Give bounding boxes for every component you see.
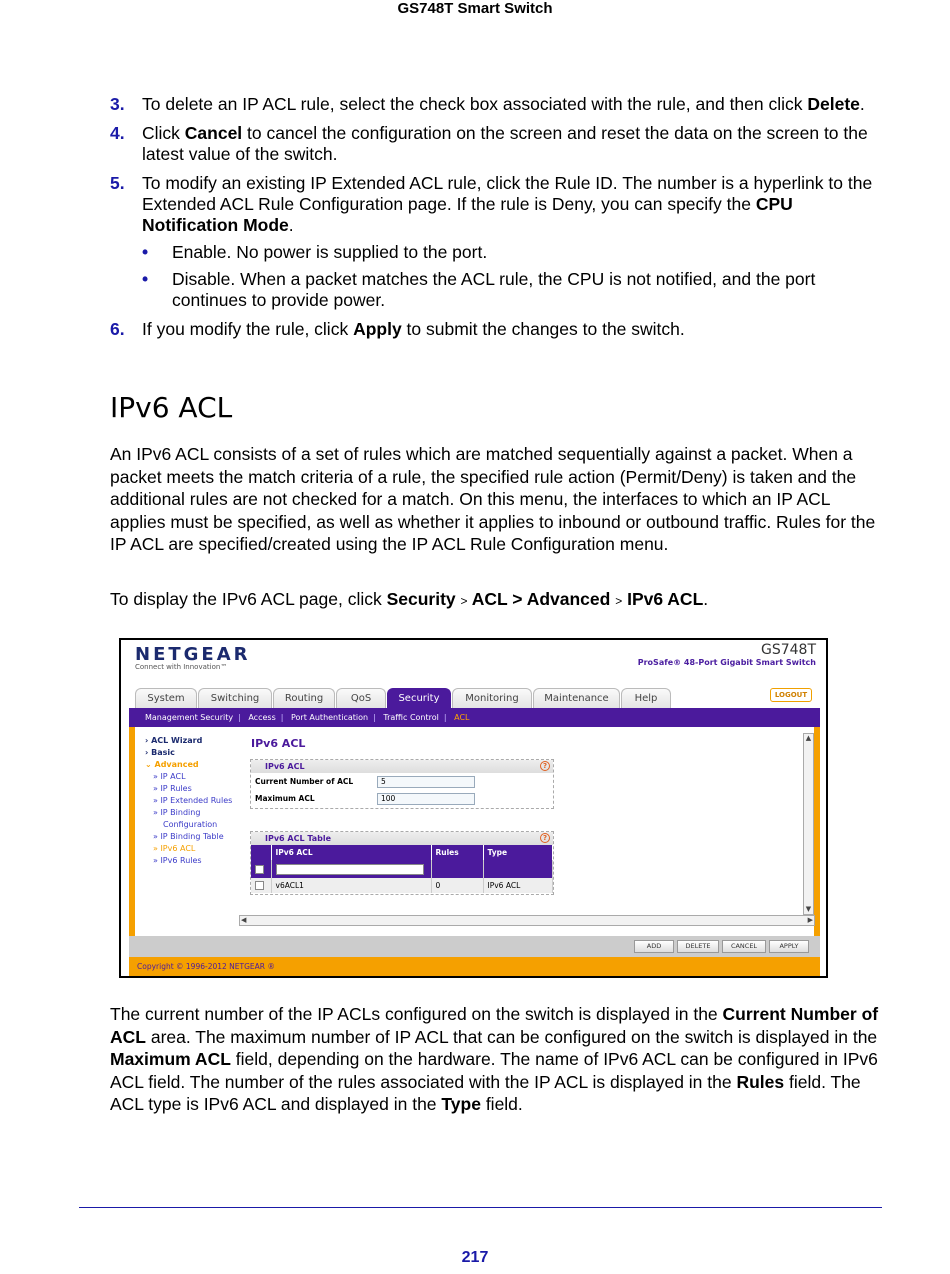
outro-bold-rules: Rules (736, 1071, 785, 1092)
step-text: To modify an existing IP Extended ACL rule, click the Rule ID. The number is a hyperlink to the Extended ACL Rule Configuration page. If the rule is Deny, you can specify the (142, 173, 873, 214)
outro-bold-max: Maximum ACL (110, 1049, 231, 1069)
nav-security: Security (386, 589, 456, 609)
max-acl-value: 100 (377, 793, 475, 805)
tab-monitoring[interactable]: Monitoring (452, 688, 532, 708)
step-text: to cancel the configuration on the screen and reset the data on the screen to the latest value of the switch. (142, 123, 868, 164)
sub-navigation: Management Security | Access | Port Authentication | Traffic Control | ACL (129, 708, 820, 727)
max-acl-label: Maximum ACL (255, 794, 315, 803)
step-text: Click (142, 123, 185, 143)
section-heading: IPv6 ACL (110, 391, 233, 424)
acl-table (251, 845, 553, 893)
outro-bold-current: Current Number of ACL (110, 1004, 879, 1047)
subnav-traffic-control[interactable]: Traffic Control (383, 713, 439, 722)
table-title: IPv6 ACL Table (265, 834, 332, 843)
current-acl-row (251, 773, 553, 790)
box-title: IPv6 ACL (265, 762, 305, 771)
outro-bold-type: Type (441, 1094, 481, 1114)
table-header (251, 832, 553, 845)
sidebar-item-ipv6-acl[interactable]: » IPv6 ACL (153, 844, 196, 853)
steps-list (110, 94, 880, 348)
row-acl-name[interactable]: v6ACL1 (271, 878, 431, 893)
column-header-type: Type (483, 845, 553, 860)
current-acl-value: 5 (377, 776, 475, 788)
column-header-rules: Rules (431, 845, 483, 860)
step-number: 3. (110, 94, 125, 114)
bullet-text: Enable. No power is supplied to the port. (172, 242, 488, 262)
sidebar-item-configuration[interactable]: Configuration (163, 820, 218, 829)
tab-security[interactable]: Security (387, 688, 451, 708)
tab-help[interactable]: Help (621, 688, 671, 708)
tab-maintenance[interactable]: Maintenance (533, 688, 620, 708)
delete-bold: Delete (807, 94, 860, 114)
cancel-button[interactable]: CANCEL (722, 940, 766, 953)
nav-end: . (703, 589, 709, 609)
footer-rule (79, 1207, 882, 1208)
nav-instruction (110, 588, 885, 613)
outro-paragraph (110, 1003, 885, 1116)
step-text: to submit the changes to the switch. (401, 319, 685, 339)
step-number: 6. (110, 319, 125, 339)
step-4 (110, 123, 880, 165)
row-checkbox[interactable] (255, 881, 264, 890)
page-title: IPv6 ACL (251, 737, 306, 750)
box-header (251, 760, 553, 773)
ipv6-acl-table-box (250, 831, 554, 895)
add-button[interactable]: ADD (634, 940, 674, 953)
netgear-logo: NETGEAR (135, 644, 251, 665)
vertical-scrollbar[interactable] (803, 733, 814, 915)
tab-routing[interactable]: Routing (273, 688, 335, 708)
help-icon[interactable]: ? (540, 761, 550, 771)
current-acl-label: Current Number of ACL (255, 777, 354, 786)
sidebar-item-ip-rules[interactable]: » IP Rules (153, 784, 192, 793)
step-text: . (288, 215, 294, 235)
nav-acl-advanced: ACL > Advanced (467, 589, 616, 609)
outro-text: The current number of the IP ACLs configured on the switch is displayed in the (110, 1004, 723, 1024)
help-icon[interactable]: ? (540, 833, 550, 843)
step-text: . (859, 94, 865, 114)
ipv6-acl-screenshot (119, 638, 828, 978)
row-rules: 0 (431, 878, 483, 893)
page-number: 217 (461, 1249, 489, 1266)
outro-text: area. The maximum number of IP ACL that can be configured on the switch is displayed in the (145, 1026, 878, 1047)
subnav-management-security[interactable]: Management Security (145, 713, 234, 722)
sidebar-item-basic[interactable]: › Basic (145, 748, 175, 757)
ipv6-acl-box (250, 759, 554, 809)
tab-qos[interactable]: QoS (336, 688, 386, 708)
sidebar-item-ip-binding-table[interactable]: » IP Binding Table (153, 832, 224, 841)
select-column-header (251, 845, 271, 860)
logout-button[interactable]: LOGOUT (770, 688, 812, 702)
add-row (251, 860, 553, 878)
button-bar (129, 936, 820, 957)
running-header: GS748T Smart Switch (397, 0, 553, 17)
bullet-disable (110, 269, 880, 311)
column-header-ipv6-acl: IPv6 ACL (271, 845, 431, 860)
apply-bold: Apply (353, 319, 402, 339)
step-text: To delete an IP ACL rule, select the check box associated with the rule, and then click (142, 94, 808, 114)
cpu-notification-bold: CPU Notification Mode (142, 194, 793, 235)
nav-lead: To display the IPv6 ACL page, click (110, 589, 387, 609)
horizontal-scrollbar[interactable] (239, 915, 815, 926)
step-5 (110, 173, 880, 236)
tab-switching[interactable]: Switching (198, 688, 272, 708)
step-number: 4. (110, 123, 125, 143)
model-subtitle: ProSafe® 48-Port Gigabit Smart Switch (637, 658, 816, 667)
content-frame (129, 727, 820, 957)
scroll-up-icon[interactable]: ▲ (805, 734, 812, 742)
sidebar-item-acl-wizard[interactable]: › ACL Wizard (145, 736, 203, 745)
subnav-port-authentication[interactable]: Port Authentication (290, 713, 369, 722)
sidebar-item-ip-acl[interactable]: » IP ACL (153, 772, 186, 781)
logo-tagline: Connect with Innovation™ (135, 663, 228, 671)
bullet-dot: • (142, 269, 149, 289)
model-name: GS748T (760, 642, 816, 658)
outro-text: field, depending on the hardware. The name of IPv6 ACL can be configured in IPv6 ACL field. The number of the rules associated with the IP ACL is displayed in the (110, 1049, 878, 1092)
apply-button[interactable]: APPLY (769, 940, 809, 953)
bullet-dot: • (142, 242, 149, 262)
step-3 (110, 94, 880, 115)
outro-text: field. The ACL type is IPv6 ACL and displayed in the (110, 1071, 861, 1114)
scroll-left-icon[interactable]: ◀ (241, 916, 247, 924)
nav-separator: > (460, 594, 468, 608)
delete-button[interactable]: DELETE (677, 940, 719, 953)
row-type: IPv6 ACL (483, 878, 553, 893)
sidebar (145, 735, 232, 867)
nav-ipv6-acl: IPv6 ACL (622, 589, 704, 609)
bullet-text: Disable. When a packet matches the ACL rule, the CPU is not notified, and the port continues to provide power. (172, 269, 816, 310)
add-row-checkbox[interactable] (255, 865, 264, 874)
ipv6-acl-name-input[interactable] (276, 864, 424, 875)
step-text: If you modify the rule, click (142, 319, 354, 339)
scroll-down-icon[interactable]: ▼ (805, 905, 812, 913)
tab-system[interactable]: System (135, 688, 197, 708)
outro-text: field. (480, 1094, 523, 1114)
step-6 (110, 319, 880, 340)
max-acl-row (251, 790, 553, 807)
step-number: 5. (110, 173, 125, 193)
sidebar-item-advanced[interactable]: ⌄ Advanced (145, 760, 199, 769)
intro-paragraph: An IPv6 ACL consists of a set of rules which are matched sequentially against a packet. When a packet meets the match criteria of a rule, the specified rule action (Permit/Deny) is taken and the additional rules are not checked for a match. On this menu, the interfaces to which an IP ACL applies must be specified, as well as whether it applies to inbound or outbound traffic. Rules for the IP ACL are specified/created using the IP ACL Rule Configuration menu. (110, 444, 876, 554)
subnav-acl[interactable]: ACL (454, 713, 470, 722)
bullet-enable (110, 242, 880, 263)
nav-separator: > (615, 594, 623, 608)
copyright-footer: Copyright © 1996-2012 NETGEAR ® (129, 957, 820, 976)
table-row (251, 878, 553, 893)
sidebar-item-ip-extended-rules[interactable]: » IP Extended Rules (153, 796, 233, 805)
sidebar-item-ipv6-rules[interactable]: » IPv6 Rules (153, 856, 202, 865)
scroll-right-icon[interactable]: ▶ (807, 916, 813, 924)
subnav-access[interactable]: Access (248, 713, 276, 722)
sidebar-item-ip-binding[interactable]: » IP Binding (153, 808, 201, 817)
cancel-bold: Cancel (184, 123, 243, 143)
